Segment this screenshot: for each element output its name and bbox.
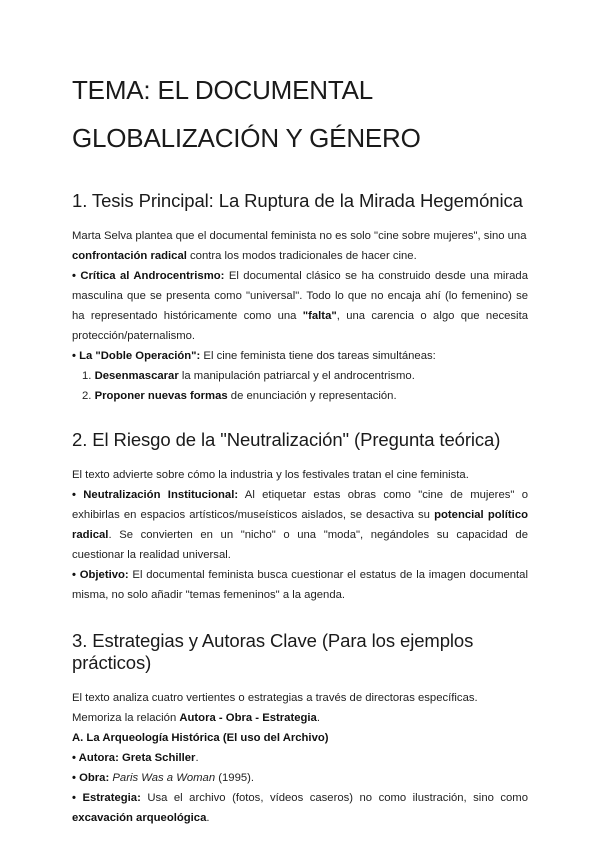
section-2-heading: 2. El Riesgo de la "Neutralización" (Pregunta teórica) [72,429,501,450]
s2-objetivo-bullet [72,565,528,605]
s2-objetivo-text: El documental feminista busca cuestionar el estatus de la imagen documental misma, no solo añadir "temas femeninos" a la agenda. [72,569,528,601]
s3-estrategia-text-a: Usa el archivo (fotos, vídeos caseros) no como ilustración, sino como [140,792,528,804]
s1-critica-bullet [72,266,528,346]
s1-critica-label: • Crítica al Androcentrismo: [72,270,225,282]
s3-obra-title: Paris Was a Woman [112,772,216,784]
s3-intro [72,688,528,728]
s3-estrategia-bullet [72,788,528,828]
s1-numbered-list [72,366,528,406]
list-item-bold: Proponer nuevas formas [94,390,228,402]
s1-intro-end: contra los modos tradicionales de hacer cine. [186,250,417,262]
s3-intro-text: El texto analiza cuatro vertientes o estrategias a través de directoras específicas. Memoriza la relación [72,692,478,724]
list-item-number: 2. [82,390,92,402]
s3-subheading-text: A. La Arqueología Histórica (El uso del Archivo) [72,732,329,744]
s1-doble-label: • La "Doble Operación": [72,350,201,362]
document-title-line-2: GLOBALIZACIÓN Y GÉNERO [72,123,421,153]
list-item-text: la manipulación patriarcal y el androcentrismo. [178,370,415,382]
list-item-number: 1. [82,370,92,382]
s3-autora-label: • Autora: Greta Schiller [72,752,196,764]
s2-neutralizacion-text-a: Al etiquetar estas obras como "cine de mujeres" o exhibirlas en espacios artísticos/museísticos aislados, se desactiva su [72,489,528,521]
list-item [72,386,528,406]
s3-obra-year: (1995). [215,772,255,784]
s3-estrategia-end: . [206,812,210,824]
s3-obra-label: • Obra: [72,772,110,784]
s3-intro-end: . [316,712,320,724]
list-item [72,366,528,386]
s2-neutralizacion-text-b: . Se convierten en un "nicho" o una "moda", negándoles su capacidad de cuestionar la realidad universal. [72,529,528,561]
s1-critica-bold: "falta" [302,310,337,322]
s2-intro: El texto advierte sobre cómo la industria y los festivales tratan el cine feminista. [72,469,469,481]
section-3-heading: 3. Estrategias y Autoras Clave (Para los ejemplos prácticos) [72,630,474,673]
s2-objetivo-label: • Objetivo: [72,569,129,581]
s1-intro [72,226,528,266]
s1-intro-text: Marta Selva plantea que el documental feminista no es solo "cine sobre mujeres", sino una [72,230,527,242]
s2-neutralizacion-label: • Neutralización Institucional: [72,489,239,501]
s3-autora-bullet [72,748,528,768]
s3-estrategia-label: • Estrategia: [72,792,141,804]
s3-intro-bold: Autora - Obra - Estrategia [179,712,317,724]
s1-doble-text: El cine feminista tiene dos tareas simultáneas: [200,350,436,362]
s3-subheading [72,728,528,748]
s3-estrategia-bold: excavación arqueológica [72,812,207,824]
s3-autora-end: . [195,752,199,764]
s1-critica-text-a: El documental clásico se ha construido desde una mirada masculina que se presenta como "universal". Todo lo que no encaja ahí (lo femenino) se ha representado históricamente como una [72,270,528,322]
s1-critica-text-b: , una carencia o algo que necesita protección/paternalismo. [72,310,528,342]
s2-neutralizacion-bold: potencial político radical [72,509,528,541]
document-title-line-1: TEMA: EL DOCUMENTAL [72,75,374,105]
s1-intro-bold: confrontación radical [72,250,187,262]
s2-neutralizacion-bullet [72,485,528,565]
section-1-heading: 1. Tesis Principal: La Ruptura de la Mirada Hegemónica [72,190,523,211]
list-item-text: de enunciación y representación. [227,390,397,402]
s1-doble-bullet [72,346,528,366]
list-item-bold: Desenmascarar [94,370,179,382]
s3-obra-bullet [72,768,528,788]
